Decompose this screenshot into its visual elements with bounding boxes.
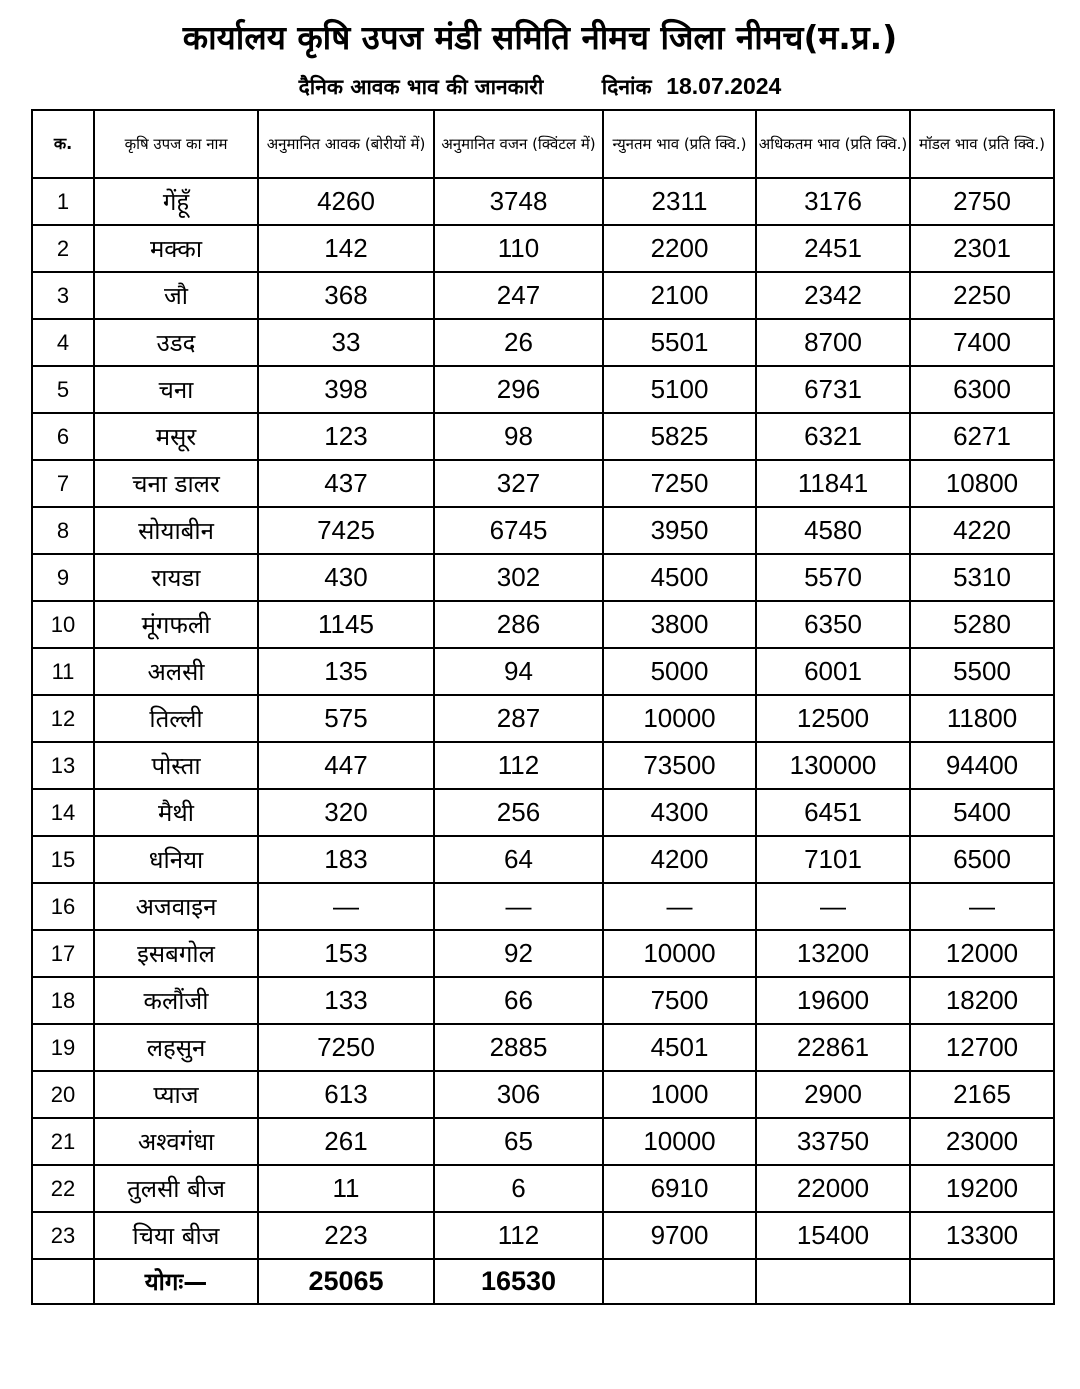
report-date: 18.07.2024 — [666, 73, 782, 99]
modal-price-cell: 2750 — [910, 178, 1054, 225]
crop-name-cell: जौ — [94, 272, 258, 319]
arrival-cell: 142 — [258, 225, 434, 272]
date-label: दिनांक — [601, 75, 652, 99]
serial-cell: 19 — [32, 1024, 94, 1071]
table-row — [32, 1212, 1054, 1259]
crop-name-cell: चिया बीज — [94, 1212, 258, 1259]
min-price-cell: 3800 — [603, 601, 756, 648]
min-price-cell: 73500 — [603, 742, 756, 789]
max-price-cell: 6350 — [756, 601, 910, 648]
weight-cell: 112 — [434, 742, 603, 789]
serial-cell: 1 — [32, 178, 94, 225]
crop-name-cell: धनिया — [94, 836, 258, 883]
modal-price-cell: 6300 — [910, 366, 1054, 413]
min-price-cell: 1000 — [603, 1071, 756, 1118]
arrival-cell: 613 — [258, 1071, 434, 1118]
weight-cell: 65 — [434, 1118, 603, 1165]
arrival-cell: 11 — [258, 1165, 434, 1212]
modal-price-cell: 6271 — [910, 413, 1054, 460]
weight-cell: 296 — [434, 366, 603, 413]
min-price-cell: 10000 — [603, 1118, 756, 1165]
crop-name-cell: रायडा — [94, 554, 258, 601]
crop-name-cell: उडद — [94, 319, 258, 366]
serial-cell: 4 — [32, 319, 94, 366]
table-row — [32, 695, 1054, 742]
weight-cell: 66 — [434, 977, 603, 1024]
table-row — [32, 554, 1054, 601]
min-price-cell: 10000 — [603, 695, 756, 742]
table-row — [32, 507, 1054, 554]
weight-cell: 302 — [434, 554, 603, 601]
min-price-cell: — — [603, 883, 756, 930]
modal-price-cell: 12700 — [910, 1024, 1054, 1071]
arrival-cell: 447 — [258, 742, 434, 789]
min-price-cell: 7250 — [603, 460, 756, 507]
serial-cell: 13 — [32, 742, 94, 789]
table-row — [32, 977, 1054, 1024]
serial-cell: 2 — [32, 225, 94, 272]
max-price-cell: 130000 — [756, 742, 910, 789]
page-title: कार्यालय कृषि उपज मंडी समिति नीमच जिला नीमच(म.प्र.) — [182, 18, 898, 57]
min-price-cell: 4501 — [603, 1024, 756, 1071]
crop-name-cell: गेंहूँ — [94, 178, 258, 225]
min-price-cell: 5825 — [603, 413, 756, 460]
modal-price-cell: 23000 — [910, 1118, 1054, 1165]
table-row — [32, 1118, 1054, 1165]
min-price-cell: 7500 — [603, 977, 756, 1024]
serial-cell: 22 — [32, 1165, 94, 1212]
serial-cell: 12 — [32, 695, 94, 742]
max-price-cell: 22861 — [756, 1024, 910, 1071]
serial-cell: 8 — [32, 507, 94, 554]
crop-name-cell: अजवाइन — [94, 883, 258, 930]
max-price-cell: 3176 — [756, 178, 910, 225]
total-arrival: 25065 — [258, 1259, 434, 1304]
max-price-cell: — — [756, 883, 910, 930]
table-row — [32, 836, 1054, 883]
max-price-cell: 6001 — [756, 648, 910, 695]
total-row — [32, 1259, 1054, 1304]
total-serial-cell — [32, 1259, 94, 1304]
column-header-min-price: न्युनतम भाव (प्रति क्वि.) — [603, 110, 756, 178]
column-header-crop: कृषि उपज का नाम — [94, 110, 258, 178]
crop-name-cell: पोस्ता — [94, 742, 258, 789]
modal-price-cell: 10800 — [910, 460, 1054, 507]
table-row — [32, 366, 1054, 413]
weight-cell: 6745 — [434, 507, 603, 554]
modal-price-cell: 5500 — [910, 648, 1054, 695]
min-price-cell: 2100 — [603, 272, 756, 319]
min-price-cell: 4200 — [603, 836, 756, 883]
modal-price-cell: — — [910, 883, 1054, 930]
table-row — [32, 1165, 1054, 1212]
weight-cell: 306 — [434, 1071, 603, 1118]
modal-price-cell: 4220 — [910, 507, 1054, 554]
column-header-arrival: अनुमानित आवक (बोरीयों में) — [258, 110, 434, 178]
min-price-cell: 9700 — [603, 1212, 756, 1259]
max-price-cell: 4580 — [756, 507, 910, 554]
min-price-cell: 10000 — [603, 930, 756, 977]
min-price-cell: 6910 — [603, 1165, 756, 1212]
modal-price-cell: 12000 — [910, 930, 1054, 977]
modal-price-cell: 2250 — [910, 272, 1054, 319]
arrival-cell: 1145 — [258, 601, 434, 648]
weight-cell: 287 — [434, 695, 603, 742]
modal-price-cell: 6500 — [910, 836, 1054, 883]
max-price-cell: 22000 — [756, 1165, 910, 1212]
min-price-cell: 5000 — [603, 648, 756, 695]
column-header-modal-price: मॉडल भाव (प्रति क्वि.) — [910, 110, 1054, 178]
crop-name-cell: अश्वगंधा — [94, 1118, 258, 1165]
weight-cell: 92 — [434, 930, 603, 977]
crop-name-cell: चना — [94, 366, 258, 413]
table-row — [32, 883, 1054, 930]
column-header-weight: अनुमानित वजन (क्विंटल में) — [434, 110, 603, 178]
max-price-cell: 33750 — [756, 1118, 910, 1165]
crop-name-cell: मूंगफली — [94, 601, 258, 648]
rates-table — [31, 109, 1055, 1305]
column-header-serial: क. — [32, 110, 94, 178]
table-row — [32, 1024, 1054, 1071]
serial-cell: 14 — [32, 789, 94, 836]
arrival-cell: 430 — [258, 554, 434, 601]
total-empty-cell — [756, 1259, 910, 1304]
total-weight: 16530 — [434, 1259, 603, 1304]
crop-name-cell: मसूर — [94, 413, 258, 460]
arrival-cell: 153 — [258, 930, 434, 977]
max-price-cell: 6731 — [756, 366, 910, 413]
modal-price-cell: 5310 — [910, 554, 1054, 601]
arrival-cell: 123 — [258, 413, 434, 460]
max-price-cell: 7101 — [756, 836, 910, 883]
crop-name-cell: चना डालर — [94, 460, 258, 507]
serial-cell: 16 — [32, 883, 94, 930]
crop-name-cell: कलौंजी — [94, 977, 258, 1024]
crop-name-cell: तुलसी बीज — [94, 1165, 258, 1212]
serial-cell: 21 — [32, 1118, 94, 1165]
subtitle-text: दैनिक आवक भाव की जानकारी — [298, 75, 544, 99]
max-price-cell: 13200 — [756, 930, 910, 977]
arrival-cell: 261 — [258, 1118, 434, 1165]
total-empty-cell — [910, 1259, 1054, 1304]
crop-name-cell: मक्का — [94, 225, 258, 272]
table-row — [32, 742, 1054, 789]
weight-cell: 256 — [434, 789, 603, 836]
serial-cell: 20 — [32, 1071, 94, 1118]
crop-name-cell: तिल्ली — [94, 695, 258, 742]
serial-cell: 11 — [32, 648, 94, 695]
modal-price-cell: 2165 — [910, 1071, 1054, 1118]
weight-cell: 327 — [434, 460, 603, 507]
table-row — [32, 789, 1054, 836]
crop-name-cell: प्याज — [94, 1071, 258, 1118]
min-price-cell: 5501 — [603, 319, 756, 366]
max-price-cell: 15400 — [756, 1212, 910, 1259]
weight-cell: 2885 — [434, 1024, 603, 1071]
table-row — [32, 413, 1054, 460]
modal-price-cell: 5280 — [910, 601, 1054, 648]
total-empty-cell — [603, 1259, 756, 1304]
modal-price-cell: 18200 — [910, 977, 1054, 1024]
max-price-cell: 6321 — [756, 413, 910, 460]
arrival-cell: 368 — [258, 272, 434, 319]
max-price-cell: 11841 — [756, 460, 910, 507]
weight-cell: 247 — [434, 272, 603, 319]
table-row — [32, 225, 1054, 272]
table-row — [32, 648, 1054, 695]
min-price-cell: 2311 — [603, 178, 756, 225]
table-row — [32, 460, 1054, 507]
serial-cell: 15 — [32, 836, 94, 883]
weight-cell: 94 — [434, 648, 603, 695]
serial-cell: 6 — [32, 413, 94, 460]
table-row — [32, 1071, 1054, 1118]
arrival-cell: 223 — [258, 1212, 434, 1259]
max-price-cell: 2451 — [756, 225, 910, 272]
serial-cell: 23 — [32, 1212, 94, 1259]
max-price-cell: 8700 — [756, 319, 910, 366]
weight-cell: 98 — [434, 413, 603, 460]
weight-cell: 6 — [434, 1165, 603, 1212]
crop-name-cell: मैथी — [94, 789, 258, 836]
modal-price-cell: 2301 — [910, 225, 1054, 272]
min-price-cell: 4300 — [603, 789, 756, 836]
column-header-max-price: अधिकतम भाव (प्रति क्वि.) — [756, 110, 910, 178]
min-price-cell: 4500 — [603, 554, 756, 601]
table-row — [32, 272, 1054, 319]
arrival-cell: 133 — [258, 977, 434, 1024]
serial-cell: 3 — [32, 272, 94, 319]
table-row — [32, 178, 1054, 225]
table-row — [32, 601, 1054, 648]
max-price-cell: 5570 — [756, 554, 910, 601]
serial-cell: 18 — [32, 977, 94, 1024]
max-price-cell: 2342 — [756, 272, 910, 319]
max-price-cell: 2900 — [756, 1071, 910, 1118]
serial-cell: 17 — [32, 930, 94, 977]
weight-cell: 64 — [434, 836, 603, 883]
serial-cell: 10 — [32, 601, 94, 648]
crop-name-cell: लहसुन — [94, 1024, 258, 1071]
table-row — [32, 319, 1054, 366]
max-price-cell: 19600 — [756, 977, 910, 1024]
arrival-cell: 4260 — [258, 178, 434, 225]
modal-price-cell: 19200 — [910, 1165, 1054, 1212]
arrival-cell: 183 — [258, 836, 434, 883]
table-body — [32, 178, 1054, 1304]
crop-name-cell: अलसी — [94, 648, 258, 695]
crop-name-cell: सोयाबीन — [94, 507, 258, 554]
modal-price-cell: 94400 — [910, 742, 1054, 789]
page-subtitle — [0, 68, 1080, 105]
arrival-cell: 575 — [258, 695, 434, 742]
min-price-cell: 3950 — [603, 507, 756, 554]
crop-name-cell: इसबगोल — [94, 930, 258, 977]
serial-cell: 9 — [32, 554, 94, 601]
arrival-cell: 320 — [258, 789, 434, 836]
arrival-cell: 135 — [258, 648, 434, 695]
serial-cell: 7 — [32, 460, 94, 507]
modal-price-cell: 7400 — [910, 319, 1054, 366]
serial-cell: 5 — [32, 366, 94, 413]
max-price-cell: 6451 — [756, 789, 910, 836]
arrival-cell: — — [258, 883, 434, 930]
arrival-cell: 398 — [258, 366, 434, 413]
max-price-cell: 12500 — [756, 695, 910, 742]
table-row — [32, 930, 1054, 977]
weight-cell: 112 — [434, 1212, 603, 1259]
min-price-cell: 2200 — [603, 225, 756, 272]
arrival-cell: 437 — [258, 460, 434, 507]
modal-price-cell: 13300 — [910, 1212, 1054, 1259]
modal-price-cell: 11800 — [910, 695, 1054, 742]
arrival-cell: 33 — [258, 319, 434, 366]
weight-cell: 3748 — [434, 178, 603, 225]
weight-cell: 26 — [434, 319, 603, 366]
min-price-cell: 5100 — [603, 366, 756, 413]
arrival-cell: 7425 — [258, 507, 434, 554]
weight-cell: 286 — [434, 601, 603, 648]
arrival-cell: 7250 — [258, 1024, 434, 1071]
total-label: योगः— — [94, 1259, 258, 1304]
table-header-row — [32, 110, 1054, 178]
modal-price-cell: 5400 — [910, 789, 1054, 836]
weight-cell: — — [434, 883, 603, 930]
weight-cell: 110 — [434, 225, 603, 272]
